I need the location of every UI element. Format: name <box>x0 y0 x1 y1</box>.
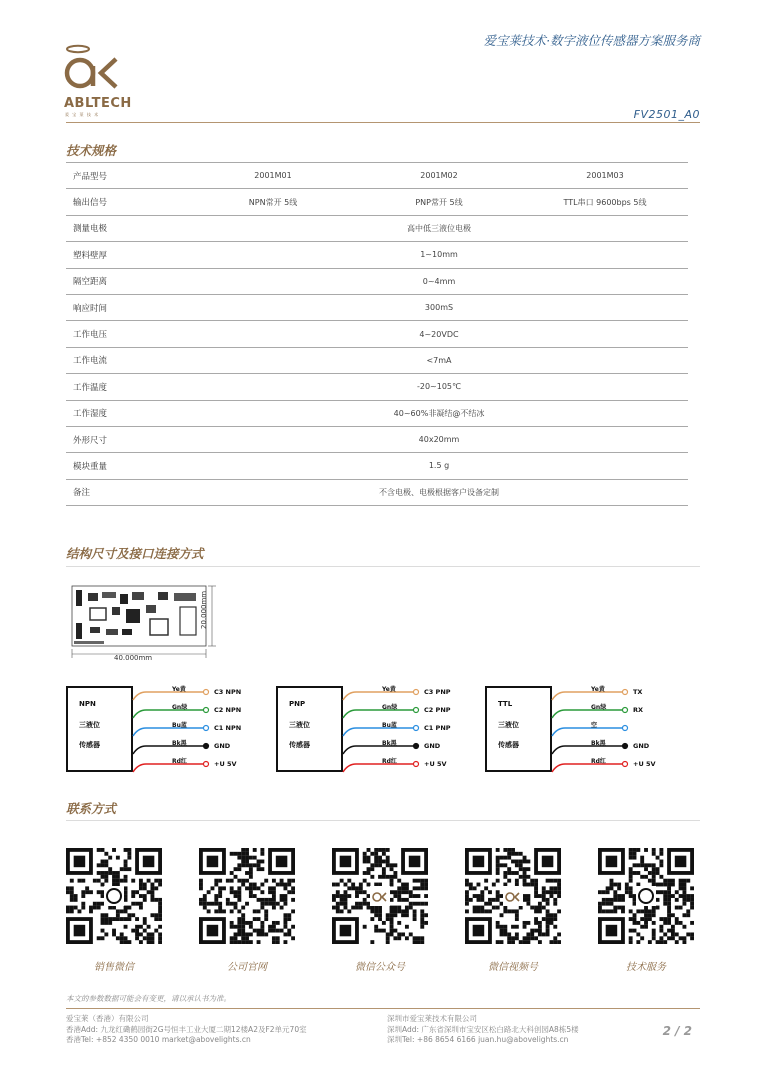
spec-label: 模块重量 <box>66 453 190 479</box>
wire-line <box>343 746 413 754</box>
spec-row <box>66 189 688 215</box>
spec-label: 外形尺寸 <box>66 426 190 452</box>
wire-color-label: Gn绿 <box>172 704 188 711</box>
wire-color-label: Bk黑 <box>382 740 397 747</box>
spec-value: 高中低三液位电极 <box>190 215 688 241</box>
sensor-box-label: 三液位 <box>79 721 100 729</box>
spec-value: -20~105℃ <box>190 374 688 400</box>
wire-line <box>552 692 622 700</box>
wire-terminal-icon <box>414 708 419 713</box>
wire-line <box>343 764 413 772</box>
sensor-box-label: 传感器 <box>289 741 310 749</box>
disclaimer: 本文的参数数据可能会有变更，请以承认书为准。 <box>66 994 231 1003</box>
spec-label: 输出信号 <box>66 189 190 215</box>
spec-value: 40x20mm <box>190 426 688 452</box>
spec-value: 2001M02 <box>356 163 522 189</box>
spec-value: 1~10mm <box>190 242 688 268</box>
wire-pin-label: C2 NPN <box>214 706 242 714</box>
wire-pin-label: C3 PNP <box>424 688 451 696</box>
board-height-dimension: 20.000mm <box>200 590 208 629</box>
wire-line <box>552 728 622 736</box>
wire-line <box>552 764 622 772</box>
wiring-diagram <box>276 682 491 777</box>
contact-divider <box>66 820 700 821</box>
wire-pin-label: C3 NPN <box>214 688 242 696</box>
qr-label: 销售微信 <box>94 962 134 973</box>
board-width-dimension: 40.000mm <box>114 654 153 661</box>
wire-pin-label: C1 PNP <box>424 724 451 732</box>
spec-label: 工作温度 <box>66 374 190 400</box>
wire-terminal-icon <box>204 708 209 713</box>
spec-value: 1.5 g <box>190 453 688 479</box>
wire-line <box>343 728 413 736</box>
sensor-box-label: PNP <box>289 700 306 708</box>
spec-row <box>66 242 688 268</box>
wiring-diagram <box>485 682 700 777</box>
structure-section-title: 结构尺寸及接口连接方式 <box>66 546 204 561</box>
sz-company: 深圳市爱宝莱技术有限公司 <box>387 1014 477 1023</box>
spec-row <box>66 163 688 189</box>
wire-color-label: Bk黑 <box>591 740 606 747</box>
wire-color-label: Ye黄 <box>172 686 186 693</box>
qr-label: 公司官网 <box>227 962 267 973</box>
spec-value: 4~20VDC <box>190 321 688 347</box>
document-number: FV2501_A0 <box>633 108 700 121</box>
spec-section-title: 技术规格 <box>66 143 117 158</box>
wire-line <box>343 710 413 718</box>
wire-line <box>133 764 203 772</box>
wire-terminal-icon <box>414 726 419 731</box>
spec-row <box>66 294 688 320</box>
pcb-board-drawing <box>70 583 235 661</box>
spec-row <box>66 374 688 400</box>
wechat-qr-code <box>66 848 162 944</box>
wiring-diagram <box>66 682 281 777</box>
qr-label: 微信视频号 <box>488 962 538 973</box>
spec-label: 工作电压 <box>66 321 190 347</box>
website-qr-code <box>199 848 295 944</box>
hk-tel: 香港Tel: +852 4350 0010 market@abovelights.cn <box>66 1035 251 1044</box>
spec-row <box>66 453 688 479</box>
spec-value: TTL串口 9600bps 5线 <box>522 189 688 215</box>
wire-color-label: Ye黄 <box>591 686 605 693</box>
wire-line <box>552 710 622 718</box>
wire-pin-label: GND <box>214 742 231 750</box>
spec-value: 不含电极、电极根据客户设备定制 <box>190 479 688 505</box>
spec-label: 产品型号 <box>66 163 190 189</box>
wire-line <box>133 710 203 718</box>
wire-terminal-icon <box>414 690 419 695</box>
sensor-box-label: 传感器 <box>79 741 100 749</box>
page-number: 2 / 2 <box>662 1024 692 1038</box>
spec-row <box>66 426 688 452</box>
spec-row <box>66 347 688 373</box>
logo-subtext: 爱 宝 莱 技 术 <box>65 112 100 117</box>
spec-label: 隔空距离 <box>66 268 190 294</box>
contact-section-title: 联系方式 <box>66 801 117 816</box>
spec-label: 工作电流 <box>66 347 190 373</box>
wire-color-label: Bu蓝 <box>382 722 397 729</box>
spec-value: NPN常开 5线 <box>190 189 356 215</box>
wire-line <box>133 746 203 754</box>
wire-terminal-icon <box>204 726 209 731</box>
sensor-box-label: NPN <box>79 700 96 708</box>
spec-label: 响应时间 <box>66 294 190 320</box>
video-channel-qr-code <box>465 848 561 944</box>
wire-line <box>133 692 203 700</box>
sz-tel: 深圳Tel: +86 8654 6166 juan.hu@abovelights.cn <box>387 1035 569 1044</box>
wire-color-label: Rd红 <box>591 758 606 765</box>
wire-pin-label: GND <box>424 742 441 750</box>
sensor-box-label: 三液位 <box>498 721 519 729</box>
footer-sz-block <box>387 1014 579 1046</box>
spec-table <box>66 162 688 506</box>
wire-pin-label: C1 NPN <box>214 724 242 732</box>
wire-terminal-icon <box>623 708 628 713</box>
structure-divider <box>66 566 700 567</box>
wire-terminal-icon <box>414 762 419 767</box>
qr-label: 技术服务 <box>626 962 666 973</box>
spec-label: 测量电极 <box>66 215 190 241</box>
wire-terminal-icon <box>204 744 209 749</box>
wire-color-label: Rd红 <box>382 758 397 765</box>
spec-value: 40~60%非凝结@不结冰 <box>190 400 688 426</box>
wire-pin-label: TX <box>633 688 643 696</box>
wire-pin-label: +U 5V <box>633 760 656 768</box>
spec-row <box>66 479 688 505</box>
header-divider <box>66 122 700 123</box>
wire-color-label: Gn绿 <box>591 704 607 711</box>
sz-address: 深圳Add: 广东省深圳市宝安区松白路北大科创园A8栋5楼 <box>387 1024 579 1034</box>
spec-value: <7mA <box>190 347 688 373</box>
wire-terminal-icon <box>623 726 628 731</box>
wire-color-label: Bu蓝 <box>172 722 187 729</box>
wire-pin-label: C2 PNP <box>424 706 451 714</box>
wire-terminal-icon <box>414 744 419 749</box>
spec-label: 工作湿度 <box>66 400 190 426</box>
wire-line <box>133 728 203 736</box>
wire-pin-label: +U 5V <box>424 760 447 768</box>
qr-label: 微信公众号 <box>355 962 405 973</box>
wire-pin-label: RX <box>633 706 644 714</box>
wire-line <box>343 692 413 700</box>
wire-color-label: Ye黄 <box>382 686 396 693</box>
hk-company: 爱宝莱（香港）有限公司 <box>66 1014 149 1023</box>
spec-row <box>66 321 688 347</box>
wire-terminal-icon <box>204 762 209 767</box>
official-account-qr-code <box>332 848 428 944</box>
wire-color-label: 空 <box>591 722 598 729</box>
wire-color-label: Bk黑 <box>172 740 187 747</box>
header-tagline: 爱宝莱技术·数字液位传感器方案服务商 <box>483 33 700 48</box>
wire-line <box>552 746 622 754</box>
wire-color-label: Gn绿 <box>382 704 398 711</box>
spec-row <box>66 215 688 241</box>
spec-label: 塑料壁厚 <box>66 242 190 268</box>
wire-terminal-icon <box>623 690 628 695</box>
sensor-box-label: 传感器 <box>498 741 519 749</box>
logo-text: ABLTECH <box>64 96 132 111</box>
wire-terminal-icon <box>623 762 628 767</box>
wire-terminal-icon <box>204 690 209 695</box>
spec-value: 2001M01 <box>190 163 356 189</box>
tech-service-qr-code <box>598 848 694 944</box>
wire-pin-label: GND <box>633 742 650 750</box>
spec-row <box>66 400 688 426</box>
wire-pin-label: +U 5V <box>214 760 237 768</box>
wire-terminal-icon <box>623 744 628 749</box>
sensor-box-label: TTL <box>498 700 513 708</box>
spec-row <box>66 268 688 294</box>
spec-value: 0~4mm <box>190 268 688 294</box>
spec-value: 300mS <box>190 294 688 320</box>
spec-value: PNP常开 5线 <box>356 189 522 215</box>
spec-label: 备注 <box>66 479 190 505</box>
footer-divider <box>66 1008 700 1009</box>
spec-value: 2001M03 <box>522 163 688 189</box>
sensor-box-label: 三液位 <box>289 721 310 729</box>
footer-hk-block <box>66 1014 307 1046</box>
wire-color-label: Rd红 <box>172 758 187 765</box>
hk-address: 香港Add: 九龙红磡鹤园街2G号恒丰工业大厦二期12楼A2及F2单元70室 <box>66 1024 307 1034</box>
